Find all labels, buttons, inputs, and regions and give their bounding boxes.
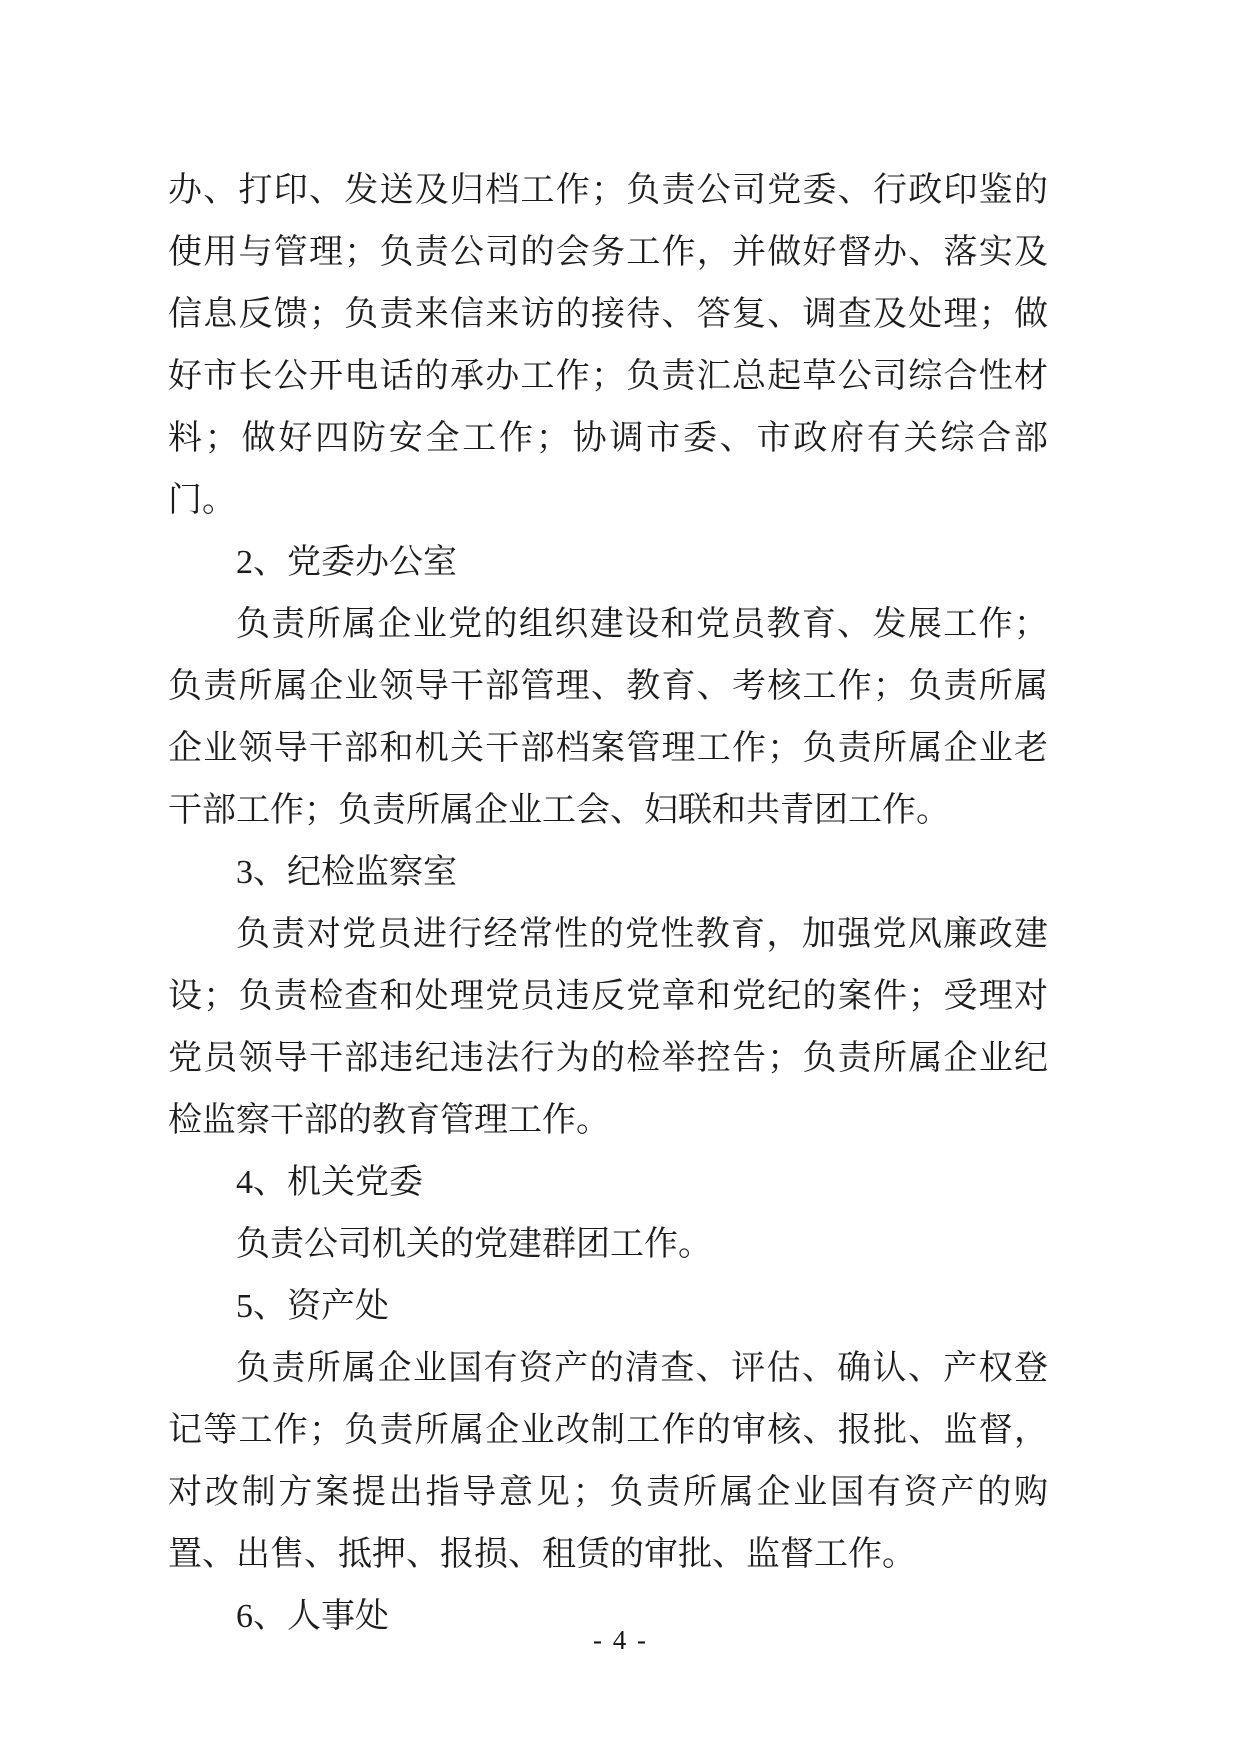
paragraph-discipline-inspection-duties: 负责对党员进行经常性的党性教育，加强党风廉政建设；负责检查和处理党员违反党章和党纪的案件；受理对党员领导干部违纪违法行为的检举控告；负责所属企业纪检监察干部的教育管理工作。: [168, 916, 1048, 1139]
section-heading-discipline-inspection-office: 3、纪检监察室: [236, 854, 457, 891]
section-heading-assets-department: 5、资产处: [236, 1288, 389, 1325]
paragraph-assets-department-duties: 负责所属企业国有资产的清查、评估、确认、产权登记等工作；负责所属企业改制工作的审核、报批、监督，对改制方案提出指导意见；负责所属企业国有资产的购置、出售、抵押、报损、租赁的审批、监督工作。: [168, 1350, 1048, 1573]
section-heading-personnel-department: 6、人事处: [236, 1598, 389, 1635]
paragraph-general-office-duties-continued: 办、打印、发送及归档工作；负责公司党委、行政印鉴的使用与管理；负责公司的会务工作，并做好督办、落实及信息反馈；负责来信来访的接待、答复、调查及处理；做好市长公开电话的承办工作；负责汇总起草公司综合性材料；做好四防安全工作；协调市委、市政府有关综合部门。: [168, 172, 1048, 519]
section-heading-party-committee-office: 2、党委办公室: [236, 544, 457, 581]
document-body: [168, 160, 1048, 1648]
paragraph-party-committee-office-duties: 负责所属企业党的组织建设和党员教育、发展工作；负责所属企业领导干部管理、教育、考核工作；负责所属企业领导干部和机关干部档案管理工作；负责所属企业老干部工作；负责所属企业工会、妇联和共青团工作。: [168, 606, 1048, 829]
paragraph-organ-party-committee-duties: 负责公司机关的党建群团工作。: [236, 1226, 712, 1263]
section-heading-organ-party-committee: 4、机关党委: [236, 1164, 423, 1201]
page-number: - 4 -: [593, 1625, 648, 1655]
